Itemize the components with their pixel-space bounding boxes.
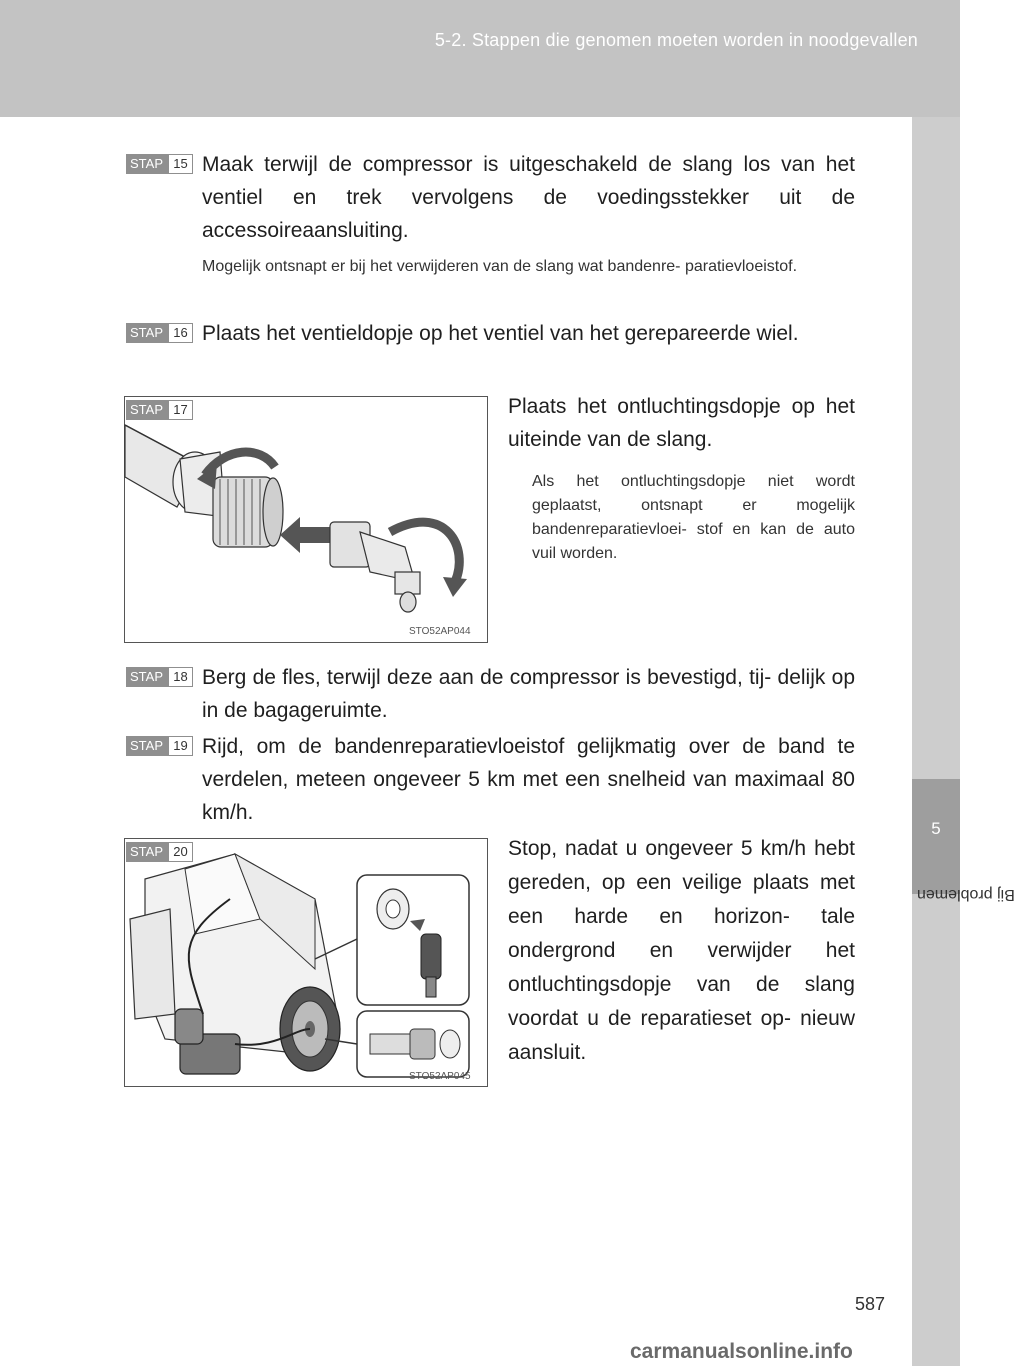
step-badge: STAP 20 (126, 842, 193, 862)
chapter-tab (912, 117, 960, 1366)
step-badge: STAP 15 (126, 154, 193, 174)
figure-code: STO52AP045 (409, 1071, 471, 1082)
step-badge: STAP 19 (126, 736, 193, 756)
step-badge: STAP 18 (126, 667, 193, 687)
chapter-number: 5 (931, 819, 941, 838)
car-repair-kit-figure (124, 838, 488, 1087)
step-badge: STAP 17 (126, 400, 193, 420)
step-17-note: Als het ontluchtingsdopje niet wordt geplaatst, ontsnapt er mogelijk bandenreparatievloei- stof en kan de auto vuil worden. (532, 473, 855, 562)
step-19-text: Rijd, om de bandenreparatievloeistof gelijkmatig over de band te verdelen, meteen ongeveer 5 km met een snelheid van maximaal 80 km/h. (202, 735, 855, 824)
step-badge: STAP 16 (126, 323, 193, 343)
chapter-label-container (912, 885, 1015, 1045)
step-15-text: Maak terwijl de compressor is uitgeschakeld de slang los van het ventiel en trek vervolgens de voedingsstekker uit de accessoireaansluiting. (202, 153, 855, 242)
step-15-note: Mogelijk ontsnapt er bij het verwijderen van de slang wat bandenre- paratievloeistof. (202, 258, 798, 275)
car-illustration (125, 839, 487, 1086)
hose-cap-illustration (125, 397, 487, 642)
step-17-text: Plaats het ontluchtingsdopje op het uiteinde van de slang. (508, 395, 855, 451)
page-number: 587 (855, 1294, 886, 1314)
figure-code: STO52AP044 (409, 626, 471, 637)
chapter-label: Bij problemen (917, 886, 1015, 903)
step-18-text: Berg de fles, terwijl deze aan de compressor is bevestigd, tij- delijk op in de bagageruimte. (202, 666, 855, 722)
compressor-hose-figure (124, 396, 488, 643)
step-20-text: Stop, nadat u ongeveer 5 km/h hebt gereden, op een veilige plaats met een harde en horizon- tale ondergrond en verwijder het ontluchtingsdopje van de slang voordat u de reparatieset op- nieuw aansluit. (508, 837, 855, 1064)
section-title: 5-2. Stappen die genomen moeten worden in noodgevallen (434, 30, 918, 50)
chapter-number-box (912, 779, 960, 894)
watermark: carmanualsonline.info (630, 1340, 853, 1363)
page-header (0, 0, 960, 117)
step-16-text: Plaats het ventieldopje op het ventiel van het gerepareerde wiel. (202, 322, 799, 345)
